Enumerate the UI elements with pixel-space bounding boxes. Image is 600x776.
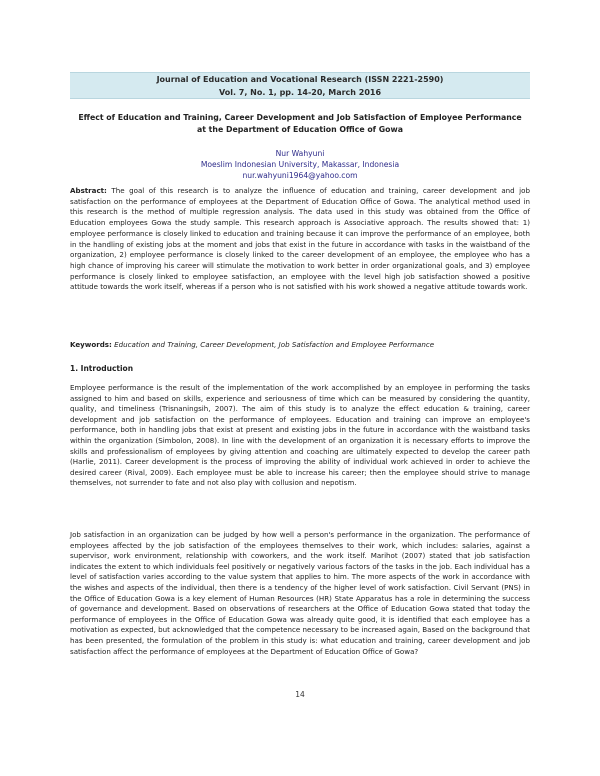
page-number: 14 (295, 690, 305, 699)
abstract-label: Abstract: (70, 186, 107, 195)
author-block (70, 148, 530, 181)
abstract-text: The goal of this research is to analyze the influence of education and training, career development and job satisfaction on the performance of employees at the Department of Education Office of Gowa. The analytical method used in this research is the method of multiple regression analysis. The data used in this study was obtained from the Office of Education employees Gowa the study sample. This research approach is Associative approach. The results showed that: 1) employee performance is closely linked to education and training because it can improve the performance of an employee, both in the handling of existing jobs at the moment and jobs that exist in the future in accordance with tasks in the waistband of the organization, 2) employee performance is closely linked to the career development of an employee, the employee who has a high chance of improving his career will stimulate the motivation to work better in order organizational goals, and 3) employee performance is closely linked to employee satisfaction, an employee with the level high job satisfaction showed a positive attitude towards the work itself, whereas if a person who is not satisfied with his work showed a negative attitude towards work. (70, 186, 530, 292)
paper-title (70, 112, 530, 136)
author-affiliation: Moeslim Indonesian University, Makassar, Indonesia (200, 160, 400, 169)
paper-title-line-2: at the Department of Education Office of Gowa (196, 125, 404, 134)
keywords (70, 340, 530, 351)
introduction-paragraph-2: Job satisfaction in an organization can be judged by how well a person's performance in the organization. The performance of employees affected by the job satisfaction of the employees themselves to their work, which includes: salaries, against a supervisor, work environment, relationship with coworkers, and the work itself. Marihot (2007) stated that job satisfaction indicates the extent to which individuals feel positively or negatively various factors of the tasks in the job. Each individual has a level of satisfaction varies according to the value system that applies to him. The more aspects of the work in accordance with the wishes and aspects of the individual, then there is a tendency of the higher level of work satisfaction. Civil Servant (PNS) in the Office of Education Gowa is a key element of Human Resources (HR) State Apparatus has a role in determining the success of governance and development. Based on observations of researchers at the Office of Education Gowa stated that today the performance of employees in the Office of Education Gowa was already quite good, it is identified that each employee has a motivation as expected, but acknowledged that the competence necessary to be increased again, Based on the background that has been presented, the formulation of the problem in this study is: what education and training, career development and job satisfaction affect the performance of employees at the Department of Education Office of Gowa? (70, 530, 530, 656)
author-email: nur.wahyuni1964@yahoo.com (242, 171, 358, 180)
journal-header-banner (70, 72, 530, 99)
abstract (70, 186, 530, 293)
section-heading-introduction: 1. Introduction (70, 364, 134, 373)
author-name: Nur Wahyuni (275, 149, 325, 158)
introduction-paragraph-1: Employee performance is the result of the implementation of the work accomplished by an employee in performing the tasks assigned to him and based on skills, experience and seriousness of time which can be measured by considering the quantity, quality, and timeliness (Trisnaningsih, 2007). The aim of this study is to analyze the effect education & training, career development and job satisfaction on the performance of employees. Education and training can improve an employee's performance, both in handling jobs that exist at present and existing jobs in the future in accordance with the waistband tasks within the organization (Simbolon, 2008). In line with the development of an organization it is necessary efforts to improve the skills and professionalism of employees by giving attention and coaching are ultimately expected to develop the career path (Harlie, 2011). Career development is the process of improving the ability of individual work achieved in order to achieve the desired career (Rival, 2009). Each employee must be able to increase his career; then the employee should strive to manage themselves, not surrender to fate and not also play with collusion and nepotism. (70, 383, 530, 488)
keywords-text: Education and Training, Career Development, Job Satisfaction and Employee Performance (114, 340, 435, 349)
journal-name: Journal of Education and Vocational Research (ISSN 2221-2590) (156, 75, 444, 84)
journal-volume: Vol. 7, No. 1, pp. 14-20, March 2016 (218, 87, 382, 97)
keywords-label: Keywords: (70, 340, 112, 349)
paper-title-line-1: Effect of Education and Training, Career Development and Job Satisfaction of Employee Performance (78, 113, 522, 122)
